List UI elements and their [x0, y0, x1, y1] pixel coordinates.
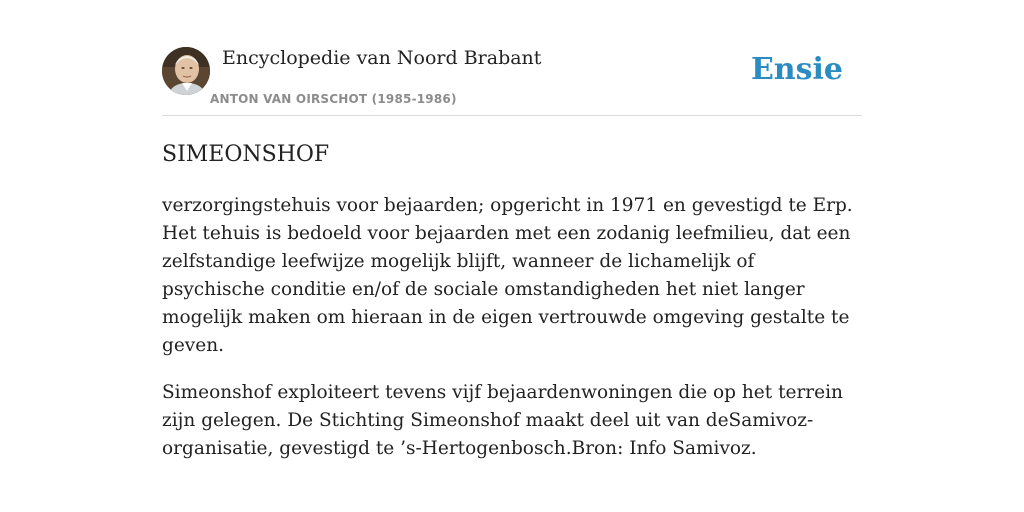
entry-paragraph: Simeonshof exploiteert tevens vijf bejaardenwoningen die op het terrein zijn gelegen. De Stichting Simeonshof maakt deel uit van deSamivoz-organisatie, gevestigd te ’s-Hertogenbosch.Bron: Info Samivoz.	[162, 382, 843, 459]
encyclopedia-title[interactable]: Encyclopedie van Noord Brabant	[222, 47, 542, 69]
author-avatar	[162, 47, 210, 95]
portrait-icon	[162, 47, 210, 95]
entry-paragraph: verzorgingstehuis voor bejaarden; opgericht in 1971 en gevestigd te Erp. Het tehuis is bedoeld voor bejaarden met een zodanig leefmilieu, dat een zelfstandige leefwijze mogelijk blijft, wanneer de lichamelijk of psychische conditie en/of de sociale omstandigheden het niet langer mogelijk maken om hieraan in de eigen vertrouwde omgeving gestalte te geven.	[162, 195, 853, 356]
ensie-logo[interactable]: Ensie	[750, 52, 843, 87]
entry-body	[162, 192, 862, 482]
entry-title: SIMEONSHOF	[162, 142, 330, 167]
author-name[interactable]: ANTON VAN OIRSCHOT (1985-1986)	[210, 92, 457, 106]
header	[162, 45, 862, 116]
